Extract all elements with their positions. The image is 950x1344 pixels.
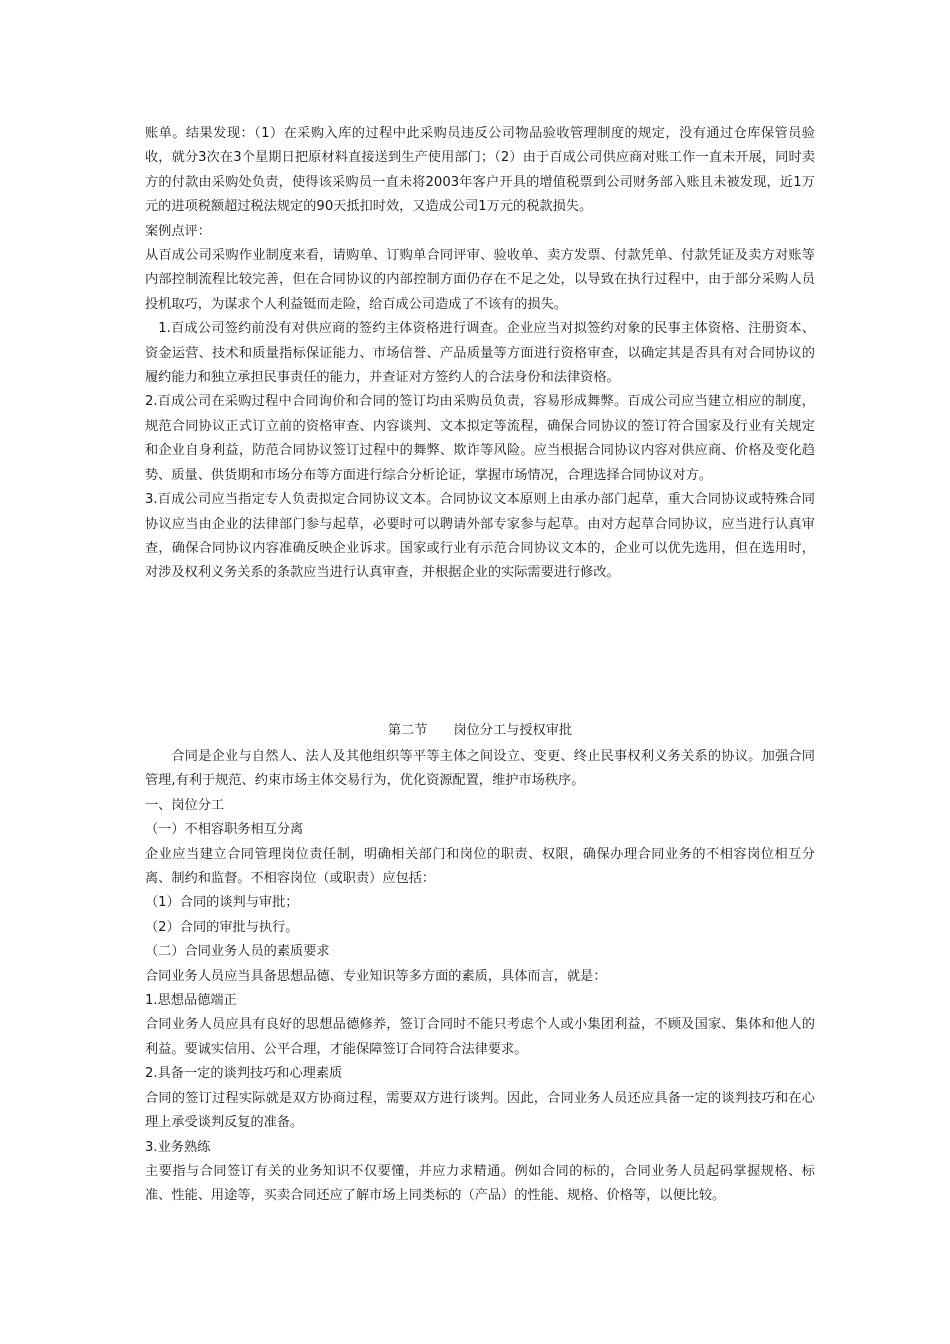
list-item-negotiation-approval: （1）合同的谈判与审批； (145, 895, 299, 911)
case-point-2: 2.百成公司在采购过程中合同询价和合同的签订均由采购员负责，容易形成舞弊。百成公司应当建立相应的制度，规范合同协议正式订立前的资格审查、内容谈判、文本拟定等流程，确保合同协议的签订符合国家及行业有关规定和企业自身利益，防范合同协议签订过程中的舞弊、欺诈等风险。应当根据合同协议内容对供应商、价格及变化趋势、质量、供货期和市场分布等方面进行综合分析论证，掌握市场情况，合理选择合同协议对方。 (145, 394, 815, 483)
case-result-paragraph: 账单。结果发现：（1）在采购入库的过程中此采购员违反公司物品验收管理制度的规定，没有通过仓库保管员验收，就分3次在3个星期日把原材料直接送到生产使用部门；（2）由于百成公司供应商对账工作一直未开展，同时卖方的付款由采购处负责，使得该采购员一直未将2003年客户开具的增值税票到公司财务部入账且未被发现，近1万元的进项税额超过税法规定的90天抵扣时效，又造成公司1万元的税款损失。 (145, 126, 815, 215)
incompatible-duties-paragraph: 企业应当建立合同管理岗位责任制，明确相关部门和岗位的职责、权限，确保办理合同业务的不相容岗位相互分离、制约和监督。不相容岗位（或职责）应包括： (145, 846, 815, 887)
staff-requirements-paragraph: 合同业务人员应当具备思想品德、专业知识等多方面的素质，具体而言，就是： (145, 968, 607, 984)
section-number: 第二节 (387, 723, 428, 738)
heading-negotiation-skills: 2.具备一定的谈判技巧和心理素质 (145, 1066, 343, 1082)
section-title-text: 岗位分工与授权审批 (453, 723, 573, 738)
subheading-incompatible-duties: （一）不相容职务相互分离 (145, 822, 304, 838)
negotiation-skills-paragraph: 合同的签订过程实际就是双方协商过程，需要双方进行谈判。因此，合同业务人员还应具备一定的谈判技巧和在心理上承受谈判反复的准备。 (145, 1090, 815, 1131)
subheading-staff-requirements: （二）合同业务人员的素质要求 (145, 944, 330, 960)
case-comment-paragraph: 从百成公司采购作业制度来看，请购单、订购单合同评审、验收单、卖方发票、付款凭单、付款凭证及卖方对账等内部控制流程比较完善，但在合同协议的内部控制方面仍存在不足之处，以导致在执行过程中，由于部分采购人员投机取巧，为谋求个人利益铤而走险，给百成公司造成了不该有的损失。 (145, 248, 815, 312)
case-analysis-section (145, 122, 815, 586)
moral-integrity-paragraph: 合同业务人员应具有良好的思想品德修养，签订合同时不能只考虑个人或小集团利益，不顾及国家、集体和他人的利益。要诚实信用、公平合理，才能保障签订合同符合法律要求。 (145, 1017, 815, 1057)
case-comment-label: 案例点评： (145, 223, 211, 239)
heading-job-division: 一、岗位分工 (145, 797, 225, 813)
heading-moral-integrity: 1.思想品德端正 (145, 993, 237, 1009)
case-point-1: 1.百成公司签约前没有对供应商的签约主体资格进行调查。企业应当对拟签约对象的民事主体资格、注册资本、资金运营、技术和质量指标保证能力、市场信誉、产品质量等方面进行资格审查，以确定其是否具有对合同协议的履约能力和独立承担民事责任的能力，并查证对方签约人的合法身份和法律资格。 (145, 321, 815, 386)
section-intro-paragraph: 合同是企业与自然人、法人及其他组织等平等主体之间设立、变更、终止民事权利义务关系的协议。加强合同管理,有利于规范、约束市场主体交易行为，优化资源配置，维护市场秩序。 (145, 749, 815, 789)
section-heading (145, 719, 815, 743)
heading-business-proficiency: 3.业务熟练 (145, 1139, 211, 1155)
case-point-3: 3.百成公司应当指定专人负责拟定合同协议文本。合同协议文本原则上由承办部门起草，重大合同协议或特殊合同协议应当由企业的法律部门参与起草，必要时可以聘请外部专家参与起草。由对方起草合同协议，应当进行认真审查，确保合同协议内容准确反映企业诉求。国家或行业有示范合同协议文本的，企业可以优先选用，但在选用时，对涉及权利义务关系的条款应当进行认真审查，并根据企业的实际需要进行修改。 (145, 492, 815, 581)
business-proficiency-paragraph: 主要指与合同签订有关的业务知识不仅要懂，并应力求精通。例如合同的标的，合同业务人员起码掌握规格、标准、性能、用途等，买卖合同还应了解市场上同类标的（产品）的性能、规格、价格等，以便比较。 (145, 1163, 815, 1204)
list-item-approval-execution: （2）合同的审批与执行。 (145, 919, 299, 935)
section-body (145, 745, 815, 1209)
